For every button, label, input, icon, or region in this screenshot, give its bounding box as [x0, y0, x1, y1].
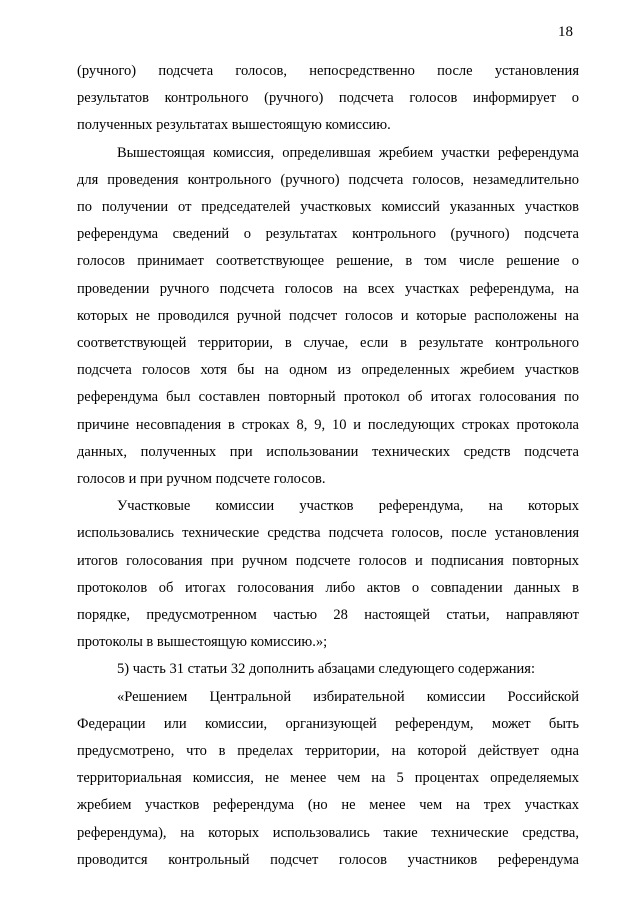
paragraph	[77, 684, 579, 874]
text-line: проведении ручного подсчета голосов на всех участках референдума, на	[77, 280, 579, 297]
text-line: протоколов об итогах голосования либо актов о совпадении данных в	[77, 579, 579, 596]
text-line: порядке, предусмотренном частью 28 настоящей статьи, направляют	[77, 607, 579, 624]
paragraph	[77, 140, 579, 494]
text-line: по получении от председателей участковых комиссий указанных участков	[77, 199, 579, 216]
text-line: подсчета голосов хотя бы на одном из определенных жребием участков	[77, 362, 579, 379]
page-number: 18	[558, 24, 573, 40]
text-line: протоколы в вышестоящую комиссию.»;	[77, 634, 328, 651]
paragraph	[77, 656, 579, 683]
text-line: использовались технические средства подсчета голосов, после установления	[77, 525, 579, 542]
text-line: референдума), на которых использовались такие технические средства,	[77, 824, 579, 841]
text-line: (ручного) подсчета голосов, непосредственно после установления	[77, 63, 579, 79]
text-line: 5) часть 31 статьи 32 дополнить абзацами следующего содержания:	[117, 661, 535, 678]
text-line: которых не проводился ручной подсчет голосов и которые расположены на	[77, 307, 579, 324]
body-text	[77, 58, 579, 874]
text-line: данных, полученных при использовании технических средств подсчета	[77, 443, 579, 460]
text-line: для проведения контрольного (ручного) подсчета голосов, незамедлительно	[77, 171, 579, 188]
text-line: полученных результатах вышестоящую комиссию.	[77, 117, 391, 134]
paragraph	[77, 493, 579, 656]
text-line: результатов контрольного (ручного) подсчета голосов информирует о	[77, 90, 579, 107]
text-line: референдума был составлен повторный протокол об итогах голосования по	[77, 389, 579, 406]
text-line: Вышестоящая комиссия, определившая жребием участки референдума	[117, 144, 579, 161]
text-line: соответствующей территории, в случае, если в результате контрольного	[77, 335, 579, 352]
text-line: территориальная комиссия, не менее чем на 5 процентах определяемых	[77, 770, 579, 787]
text-line: референдума сведений о результатах контрольного (ручного) подсчета	[77, 226, 579, 243]
text-line: Участковые комиссии участков референдума, на которых	[117, 498, 579, 515]
text-line: итогов голосования при ручном подсчете голосов и подписания повторных	[77, 552, 579, 569]
text-line: жребием участков референдума (но не менее чем на трех участках	[77, 797, 579, 814]
text-line: предусмотрено, что в пределах территории, на которой действует одна	[77, 743, 579, 760]
paragraph	[77, 58, 579, 140]
text-line: Федерации или комиссии, организующей референдум, может быть	[77, 715, 579, 732]
text-line: «Решением Центральной избирательной комиссии Российской	[117, 688, 579, 705]
text-line: причине несовпадения в строках 8, 9, 10 и последующих строках протокола	[77, 416, 579, 433]
text-line: голосов принимает соответствующее решение, в том числе решение о	[77, 253, 579, 270]
text-line: голосов и при ручном подсчете голосов.	[77, 471, 326, 488]
text-line: проводится контрольный подсчет голосов участников референдума	[77, 851, 579, 868]
